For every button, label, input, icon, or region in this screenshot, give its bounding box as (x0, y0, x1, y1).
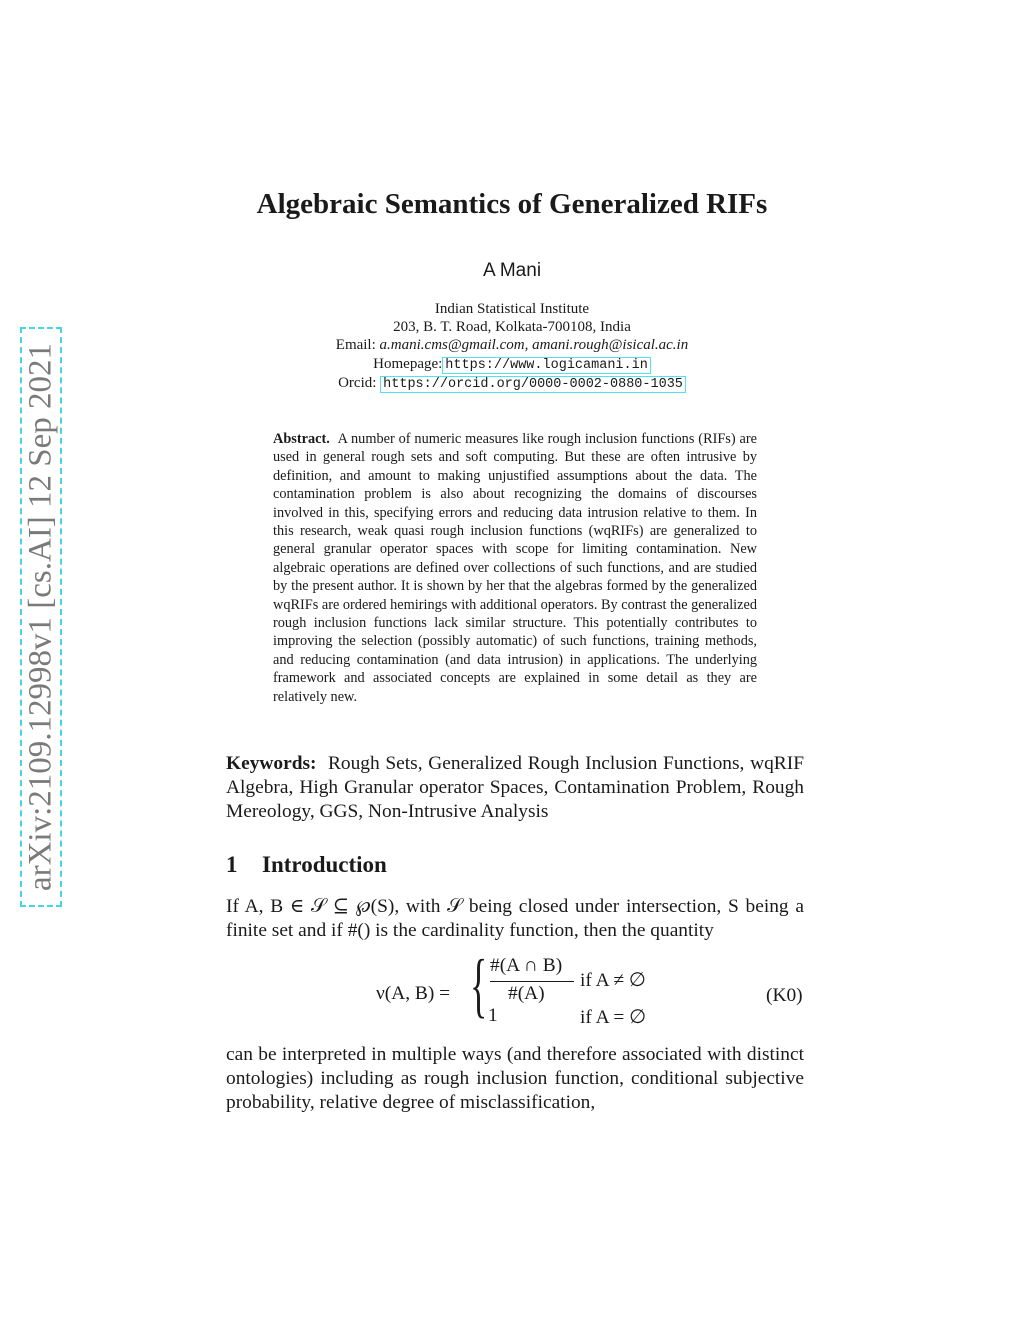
email-label: Email: (335, 337, 376, 353)
equation-brace: { (470, 945, 488, 1025)
equation-k0 (0, 945, 1024, 1035)
affiliation-orcid-line (0, 374, 1024, 394)
affiliation-institute: Indian Statistical Institute (434, 301, 590, 317)
orcid-label: Orcid: (338, 375, 377, 391)
affiliation-address: 203, B. T. Road, Kolkata-700108, India (393, 319, 631, 335)
affiliation-email-line (0, 336, 1024, 354)
author-name: A Mani (482, 260, 542, 281)
abstract-text: A number of numeric measures like rough inclusion functions (RIFs) are used in general rough sets and soft computing. But these are often intrusive by definition, and amount to making unjustified assumptions about the data. The contamination problem is also about recognizing the domains of discourses involved in this, specifying errors and reducing data intrusion relative to them. In this research, weak quasi rough inclusion functions (wqRIFs) are generalized to general granular operator spaces with scope for limiting contamination. New algebraic operations are defined over collections of such functions, and are studied by the present author. It is shown by her that the algebras formed by the generalized wqRIFs are ordered hemirings with additional operators. By contrast the generalized rough inclusion functions lack similar structure. This potentially contributes to improving the selection (possibly automatic) of such functions, training methods, and reducing contamination (and data intrusion) in applications. The underlying framework and associated concepts are explained in some detail as they are relatively new. (273, 431, 757, 705)
arxiv-identifier: arXiv:2109.12998v1 [cs.AI] 12 Sep 2021 (22, 342, 59, 892)
affiliation-homepage-line (0, 355, 1024, 375)
section-heading (226, 852, 387, 878)
keywords-text: Rough Sets, Generalized Rough Inclusion Functions, wqRIF Algebra, High Granular operator Spaces, Contamination Problem, Rough Mereology, GGS, Non-Intrusive Analysis (226, 753, 804, 822)
paper-title: Algebraic Semantics of Generalized RIFs (256, 188, 768, 220)
abstract-label: Abstract. (273, 431, 330, 447)
equation-lhs: ν(A, B) = (376, 983, 451, 1004)
section-title: Introduction (262, 852, 387, 877)
equation-condition-1: if A ≠ ∅ (580, 970, 646, 991)
intro-paragraph: If A, B ∈ 𝒮 ⊆ ℘(S), with 𝒮 being closed under intersection, S being a finite set and if #() is the cardinality function, then the quantity (226, 896, 804, 941)
equation-numerator: #(A ∩ B) (490, 955, 563, 976)
equation-condition-2: if A = ∅ (580, 1007, 647, 1028)
equation-denominator: #(A) (508, 983, 545, 1004)
homepage-link[interactable]: https://www.logicamani.in (442, 357, 651, 374)
homepage-label: Homepage: (373, 356, 443, 372)
arxiv-side-stamp (20, 327, 62, 907)
equation-label: (K0) (766, 985, 803, 1006)
abstract (273, 430, 757, 706)
section-number: 1 (226, 852, 238, 877)
keywords (226, 752, 804, 824)
keywords-label: Keywords: (226, 753, 317, 774)
following-paragraph: can be interpreted in multiple ways (and therefore associated with distinct ontologies) including as rough inclusion function, conditional subjective probability, relative degree of misclassification, (226, 1044, 804, 1113)
orcid-link[interactable]: https://orcid.org/0000-0002-0880-1035 (380, 376, 686, 393)
email-addresses[interactable]: a.mani.cms@gmail.com, amani.rough@isical.ac.in (379, 337, 689, 353)
equation-case-2-value: 1 (488, 1005, 498, 1026)
